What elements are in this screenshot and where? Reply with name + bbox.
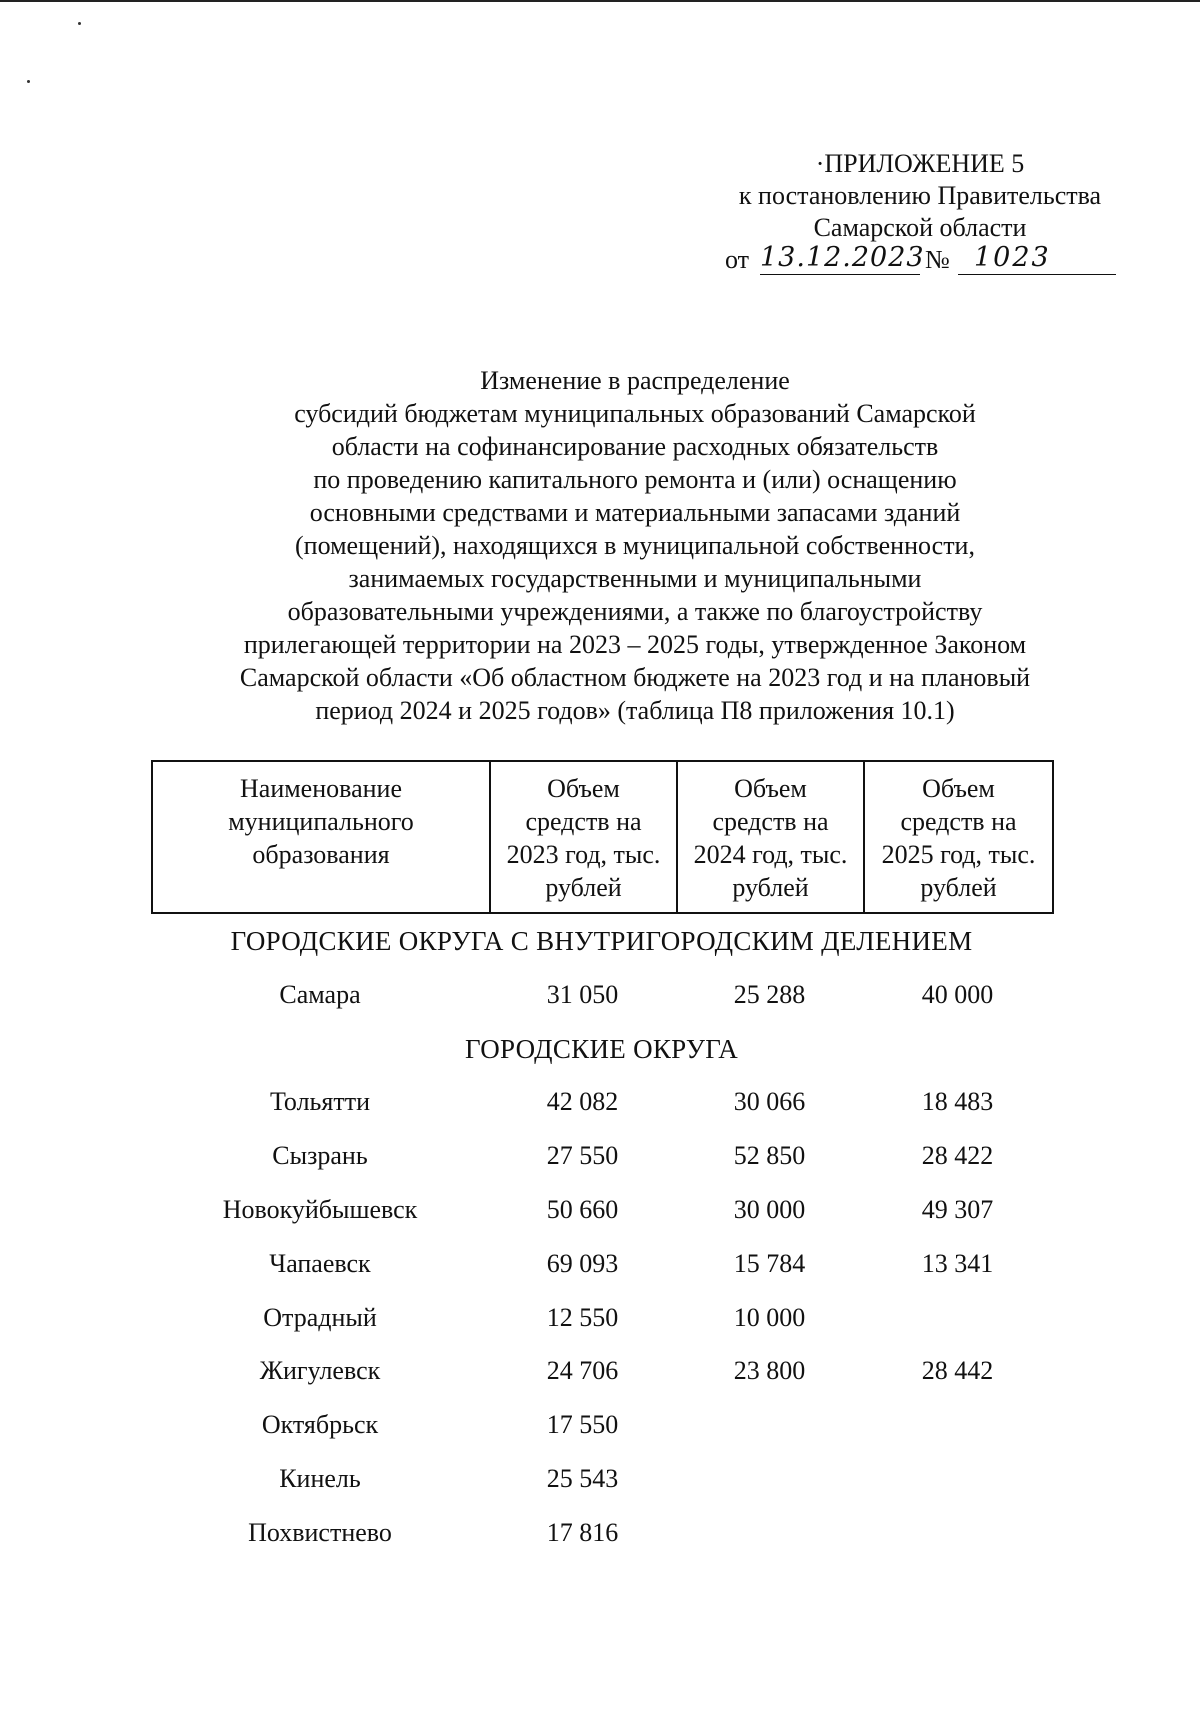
title-line: основными средствами и материальными запасами зданий bbox=[309, 498, 961, 527]
table-row bbox=[151, 1516, 1052, 1550]
amount-2023: 69 093 bbox=[546, 1248, 619, 1278]
appendix-title: ·ПРИЛОЖЕНИЕ 5 bbox=[815, 149, 1025, 178]
table-row bbox=[151, 1085, 1052, 1119]
amount-2024: 23 800 bbox=[733, 1356, 806, 1386]
title-line: Самарской области «Об областном бюджете на 2023 год и на плановый bbox=[239, 663, 1031, 692]
title-line: (помещений), находящихся в муниципальной собственности, bbox=[295, 531, 975, 560]
header-line: 2023 год, тыс. bbox=[506, 840, 661, 869]
appendix-region-line: Самарской области bbox=[813, 213, 1027, 242]
amount-2024: 10 000 bbox=[733, 1302, 806, 1332]
amount-2024: 25 288 bbox=[733, 979, 806, 1009]
header-line: Объем bbox=[547, 774, 620, 803]
section-heading: ГОРОДСКИЕ ОКРУГА bbox=[464, 1033, 739, 1064]
municipality-name: Чапаевск bbox=[269, 1248, 371, 1278]
number-label: № bbox=[925, 245, 950, 274]
title-line: субсидий бюджетам муниципальных образований Самарской bbox=[294, 399, 976, 428]
amount-2024: 30 000 bbox=[733, 1195, 806, 1224]
amount-2023: 27 550 bbox=[546, 1141, 619, 1171]
amount-2023: 42 082 bbox=[546, 1087, 619, 1117]
handwritten-date: 13.12.2023 bbox=[760, 242, 925, 273]
amount-2025: 28 422 bbox=[921, 1141, 994, 1171]
scan-speck bbox=[78, 22, 81, 25]
column-header-municipality bbox=[152, 761, 490, 913]
amount-2023: 50 660 bbox=[546, 1195, 619, 1224]
amount-2025: 49 307 bbox=[921, 1195, 994, 1224]
title-line: Изменение в распределение bbox=[480, 366, 790, 395]
table-row bbox=[151, 1139, 1052, 1173]
header-line: рублей bbox=[920, 873, 997, 902]
column-header-2023 bbox=[490, 761, 677, 913]
municipality-name: Похвистнево bbox=[248, 1517, 392, 1547]
amount-2025: 28 442 bbox=[921, 1356, 994, 1386]
amount-2024: 30 066 bbox=[733, 1087, 806, 1117]
amount-2023: 25 543 bbox=[546, 1464, 619, 1493]
header-line: образования bbox=[252, 840, 390, 869]
handwritten-number: 1023 bbox=[958, 242, 1116, 275]
title-line: прилегающей территории на 2023 – 2025 годы, утвержденное Законом bbox=[243, 630, 1027, 659]
header-line: средств на bbox=[900, 807, 1017, 836]
table-row bbox=[151, 1247, 1052, 1281]
amount-2023: 24 706 bbox=[546, 1356, 619, 1386]
table-row bbox=[151, 1301, 1052, 1335]
column-header-2025 bbox=[864, 761, 1053, 913]
document-title bbox=[160, 364, 1110, 727]
municipality-name: Жигулевск bbox=[259, 1356, 381, 1386]
title-line: период 2024 и 2025 годов» (таблица П8 приложения 10.1) bbox=[315, 696, 955, 725]
table-row bbox=[151, 1354, 1052, 1388]
header-line: 2024 год, тыс. bbox=[693, 840, 848, 869]
amount-2024: 15 784 bbox=[733, 1248, 806, 1278]
header-line: средств на bbox=[525, 807, 642, 836]
municipality-name: Кинель bbox=[279, 1464, 361, 1493]
municipality-name: Новокуйбышевск bbox=[222, 1195, 418, 1224]
appendix-signature-row bbox=[700, 244, 1140, 276]
municipality-name: Самара bbox=[279, 979, 361, 1009]
header-line: средств на bbox=[712, 807, 829, 836]
header-line: Объем bbox=[734, 774, 807, 803]
amount-2023: 31 050 bbox=[546, 979, 619, 1009]
amount-2023: 17 550 bbox=[546, 1410, 619, 1440]
scan-edge-line bbox=[0, 0, 1200, 2]
amount-2023: 17 816 bbox=[546, 1517, 619, 1547]
title-line: занимаемых государственными и муниципальными bbox=[348, 564, 922, 593]
column-header-2024 bbox=[677, 761, 864, 913]
municipality-name: Сызрань bbox=[272, 1141, 368, 1171]
amount-2024: 52 850 bbox=[733, 1141, 806, 1171]
municipality-name: Отрадный bbox=[263, 1302, 377, 1332]
appendix-resolution-line: к постановлению Правительства bbox=[738, 181, 1102, 210]
title-line: образовательными учреждениями, а также по благоустройству bbox=[287, 597, 983, 626]
table-row bbox=[151, 1193, 1052, 1227]
table-row bbox=[151, 978, 1052, 1012]
table-row bbox=[151, 1462, 1052, 1496]
amount-2025: 18 483 bbox=[921, 1087, 994, 1117]
table-header bbox=[151, 760, 1054, 914]
amount-2023: 12 550 bbox=[546, 1302, 619, 1332]
title-line: области на софинансирование расходных обязательств bbox=[331, 432, 939, 461]
title-line: по проведению капитального ремонта и (или) оснащению bbox=[313, 465, 957, 494]
header-line: рублей bbox=[545, 873, 622, 902]
municipality-name: Тольятти bbox=[269, 1087, 370, 1117]
header-line: Наименование bbox=[240, 774, 402, 803]
header-line: муниципального bbox=[228, 807, 414, 836]
header-line: Объем bbox=[922, 774, 995, 803]
scan-speck bbox=[27, 80, 30, 83]
header-line: 2025 год, тыс. bbox=[881, 840, 1036, 869]
header-line: рублей bbox=[732, 873, 809, 902]
section-heading: ГОРОДСКИЕ ОКРУГА С ВНУТРИГОРОДСКИМ ДЕЛЕНИЕМ bbox=[230, 926, 973, 956]
appendix-block bbox=[700, 148, 1140, 276]
from-label: от bbox=[725, 245, 750, 274]
municipality-name: Октябрьск bbox=[261, 1410, 379, 1440]
amount-2025: 13 341 bbox=[921, 1248, 994, 1278]
amount-2025: 40 000 bbox=[921, 979, 994, 1009]
table-row bbox=[151, 1408, 1052, 1442]
